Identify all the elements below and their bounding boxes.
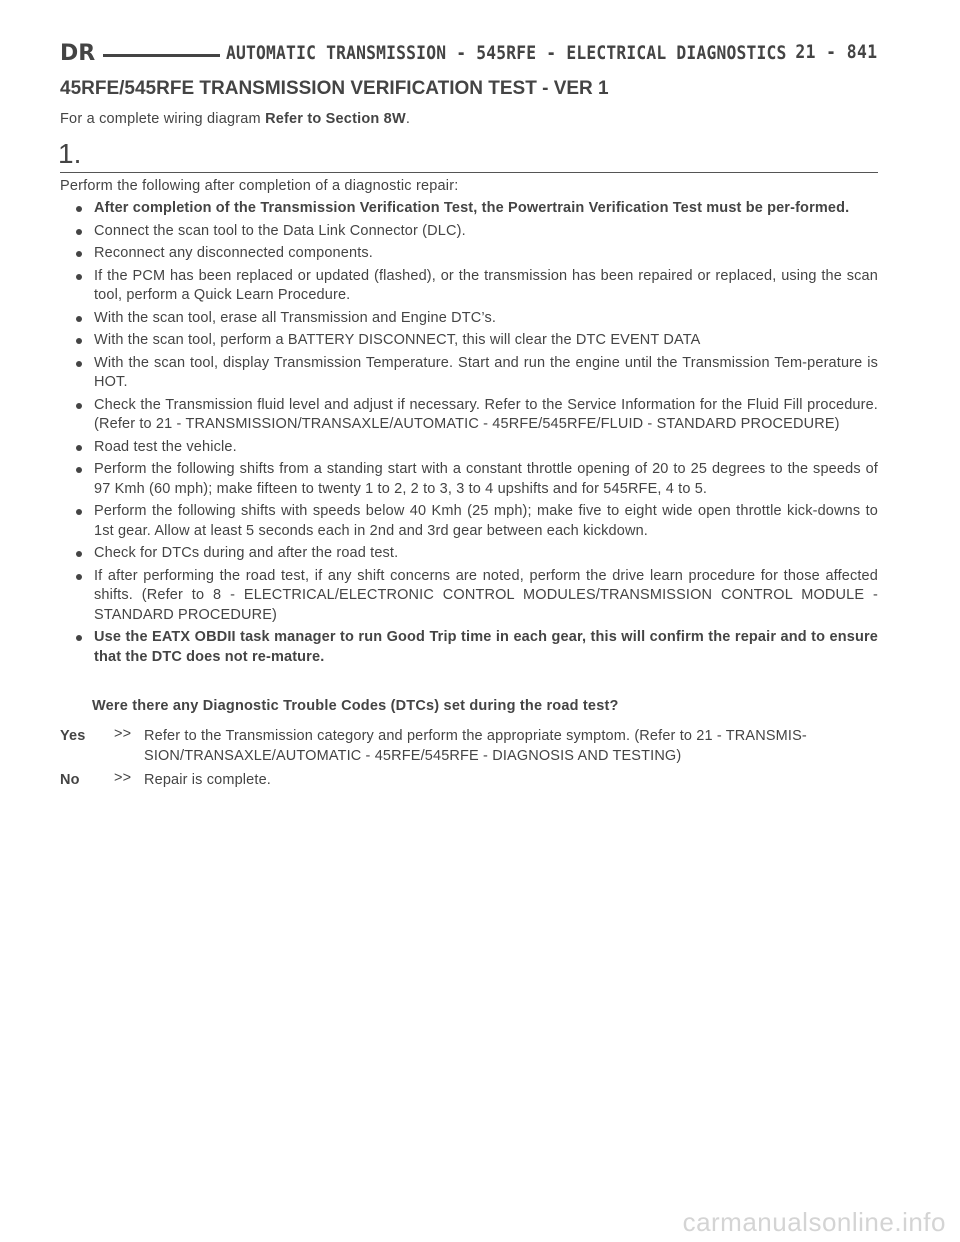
intro-line bbox=[60, 111, 410, 127]
list-item bbox=[76, 628, 878, 667]
bullet-icon bbox=[76, 467, 82, 473]
step-number: 1. bbox=[58, 138, 82, 169]
wiring-diagram-link[interactable]: Refer to Section 8W bbox=[265, 111, 406, 127]
bullet-icon bbox=[76, 229, 82, 235]
list-item-text: Check the Transmission fluid level and adjust if necessary. Refer to the Service Information for the Fluid Fill procedure. (Refer to 21 - TRANSMISSION/TRANSAXLE/AUTOMATIC - 45RFE/545RFE/FLUID - STANDARD PROCEDURE) bbox=[94, 396, 878, 432]
list-item bbox=[76, 396, 878, 435]
bullet-icon bbox=[76, 338, 82, 344]
list-item-text: With the scan tool, erase all Transmission and Engine DTC’s. bbox=[94, 309, 497, 326]
intro-text: For a complete wiring diagram bbox=[60, 111, 261, 127]
list-item-text: Connect the scan tool to the Data Link Connector (DLC). bbox=[94, 222, 466, 239]
bullet-icon bbox=[76, 361, 82, 367]
list-item-text: Use the EATX OBDII task manager to run Good Trip time in each gear, this will confirm the repair and to ensure that the DTC does not re-mature. bbox=[94, 629, 878, 665]
list-item-text: With the scan tool, perform a BATTERY DISCONNECT, this will clear the DTC EVENT DATA bbox=[94, 332, 701, 348]
answer-yes-arrow: >> bbox=[114, 726, 132, 742]
bullet-icon bbox=[76, 635, 82, 641]
answer-yes-label: Yes bbox=[60, 728, 86, 744]
answer-no-text: Repair is complete. bbox=[144, 772, 271, 788]
list-item-text: Perform the following shifts with speeds below 40 Kmh (25 mph); make five to eight wide open throttle kick-downs to 1st gear. Allow at least 5 seconds each in 2nd and 3rd gear between each kickdown. bbox=[94, 503, 878, 539]
list-item-text: Road test the vehicle. bbox=[94, 438, 237, 455]
bullet-icon bbox=[76, 574, 82, 580]
step-divider bbox=[60, 172, 878, 173]
bullet-icon bbox=[76, 445, 82, 451]
bullet-icon bbox=[76, 316, 82, 322]
list-item bbox=[76, 199, 878, 219]
list-item-text: With the scan tool, display Transmission Temperature. Start and run the engine until the Transmission Tem-perature is HOT. bbox=[94, 354, 878, 390]
header-page-number: 21 - 841 bbox=[795, 41, 878, 63]
bullet-icon bbox=[76, 403, 82, 409]
list-item-text: If after performing the road test, if any shift concerns are noted, perform the drive learn procedure for those affected shifts. (Refer to 8 - ELECTRICAL/ELECTRONIC CONTROL MODULES/TRANSMISSION CONTROL MODULE - STANDARD PROCEDURE) bbox=[94, 567, 878, 623]
header-rule bbox=[103, 54, 220, 57]
header-code: DR bbox=[60, 40, 96, 66]
answer-no-arrow: >> bbox=[114, 770, 132, 786]
bullet-icon bbox=[76, 251, 82, 257]
list-item bbox=[76, 544, 878, 564]
list-item bbox=[76, 460, 878, 499]
list-item-text: Perform the following shifts from a standing start with a constant throttle opening of 20 to 25 degrees to the speeds of 97 Kmh (60 mph); make fifteen to twenty 1 to 2, 2 to 3, 3 to 4 upshifts and for 545RFE, 4 to 5. bbox=[94, 461, 878, 497]
page-header bbox=[60, 38, 878, 68]
list-item bbox=[76, 309, 878, 329]
document-title: 45RFE/545RFE TRANSMISSION VERIFICATION TEST - VER 1 bbox=[60, 78, 609, 99]
list-item bbox=[76, 267, 878, 306]
list-item bbox=[76, 567, 878, 626]
header-section-title: AUTOMATIC TRANSMISSION - 545RFE - ELECTRICAL DIAGNOSTICS bbox=[226, 42, 787, 64]
list-item-text: Reconnect any disconnected components. bbox=[94, 245, 373, 261]
list-item-text: If the PCM has been replaced or updated (flashed), or the transmission has been repaired or replaced, using the scan tool, perform a Quick Learn Procedure. bbox=[94, 267, 878, 303]
step-lead: Perform the following after completion of a diagnostic repair: bbox=[60, 178, 459, 194]
list-item bbox=[76, 438, 878, 458]
list-item bbox=[76, 331, 878, 351]
answer-no bbox=[60, 771, 878, 791]
list-item bbox=[76, 244, 878, 264]
answer-yes-text: Refer to the Transmission category and perform the appropriate symptom. (Refer to 21 - TRANSMIS-SION/TRANSAXLE/AUTOMATIC - 45RFE/545RFE - DIAGNOSIS AND TESTING) bbox=[144, 728, 807, 764]
list-item bbox=[76, 502, 878, 541]
bullet-icon bbox=[76, 551, 82, 557]
watermark: carmanualsonline.info bbox=[682, 1207, 946, 1237]
bullet-icon bbox=[76, 274, 82, 280]
procedure-list bbox=[76, 199, 878, 670]
list-item-text: Check for DTCs during and after the road test. bbox=[94, 545, 399, 561]
list-item bbox=[76, 222, 878, 242]
bullet-icon bbox=[76, 206, 82, 212]
diagnostic-question: Were there any Diagnostic Trouble Codes (DTCs) set during the road test? bbox=[92, 698, 619, 714]
list-item bbox=[76, 354, 878, 393]
bullet-icon bbox=[76, 509, 82, 515]
list-item-text: After completion of the Transmission Verification Test, the Powertrain Verification Test must be per-formed. bbox=[94, 200, 850, 216]
answer-yes bbox=[60, 727, 878, 766]
answer-no-label: No bbox=[60, 772, 80, 788]
intro-end: . bbox=[405, 111, 411, 127]
